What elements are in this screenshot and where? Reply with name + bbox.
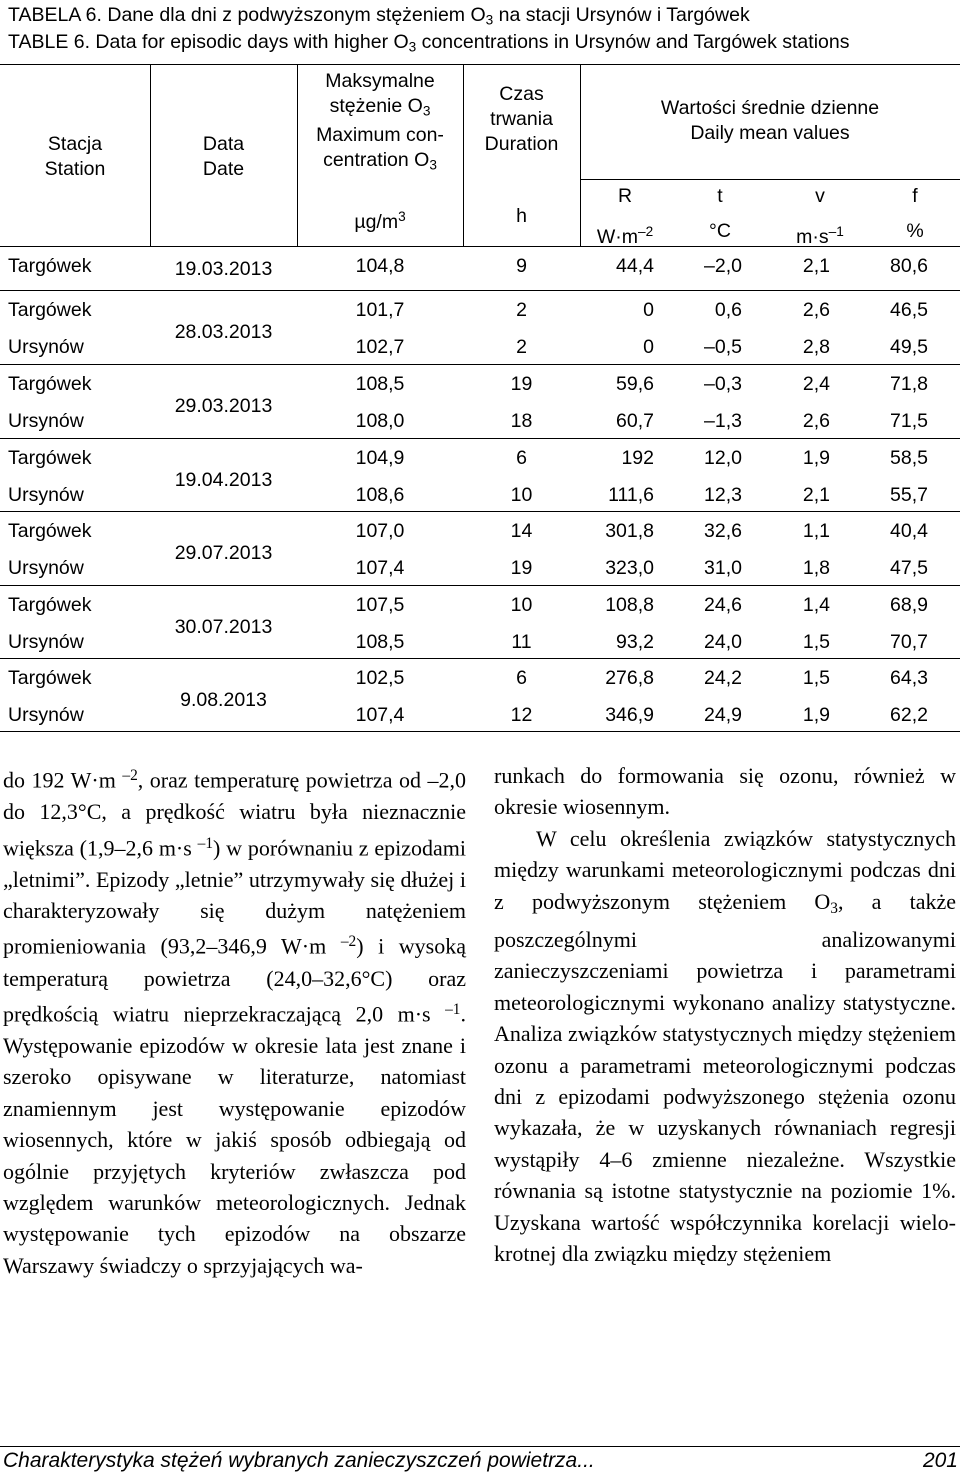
R-value-cell: 276,8 <box>605 667 654 689</box>
header-R: R <box>617 185 633 207</box>
v-value-cell: 2,6 <box>802 299 830 321</box>
v-value-cell: 2,4 <box>802 373 830 395</box>
R-value-cell: 44,4 <box>616 255 654 277</box>
table-bottom-rule <box>0 731 960 732</box>
station-cell: Ursynów <box>8 703 84 726</box>
dur-value-cell: 6 <box>516 667 527 689</box>
max-value-cell: 108,6 <box>355 483 405 506</box>
t-value-cell: –1,3 <box>704 409 742 432</box>
t-value-cell: –2,0 <box>704 255 742 277</box>
paragraph <box>494 760 956 823</box>
running-title: Charakterystyka stężeń wybranych zanieczyszczeń powietrza... <box>3 1449 595 1472</box>
max-value-cell: 104,9 <box>355 447 405 469</box>
text-run: do 192 W·m <box>3 767 123 793</box>
f-value-cell: 80,6 <box>890 255 928 277</box>
body-text-right-column <box>494 760 956 1269</box>
R-value-cell: 0 <box>643 335 654 358</box>
max-value-cell: 108,5 <box>355 373 405 395</box>
dur-value-cell: 10 <box>510 483 533 506</box>
t-value-cell: 12,0 <box>704 447 742 469</box>
page-number: 201 <box>922 1449 958 1472</box>
v-value-cell: 1,8 <box>802 556 830 579</box>
R-value-cell: 192 <box>621 447 654 469</box>
station-cell: Targówek <box>8 373 92 395</box>
dur-value-cell: 11 <box>511 630 532 653</box>
text-run: W celu określenia związków statystycznych między warunkami meteorologicznymi podczas dni z podwyższonym stężeniem O <box>494 825 956 914</box>
dur-value-cell: 19 <box>510 556 533 579</box>
R-value-cell: 0 <box>643 299 654 321</box>
f-value-cell: 64,3 <box>890 667 928 689</box>
t-value-cell: 32,6 <box>704 520 742 542</box>
max-value-cell: 101,7 <box>355 299 405 321</box>
header-t: t <box>717 185 723 207</box>
R-value-cell: 108,8 <box>605 594 654 616</box>
station-cell: Ursynów <box>8 483 84 506</box>
text-run: , a także poszczególnymi analizowanymi zanieczyszczeniami powietrza i parametrami meteorologicznymi wykonano analizy statystyczne. Analiza związków statystycznych między stężeniem ozonu a parametrami meteorologicznymi podczas dni z epizodami podwyższonego stężenia ozonu wykazała, że w uzyskanych równaniach regresji wystąpiły 4–6 zmienne niezależne. Wszystkie równania są istotne statystycznie na poziomie 1%. Uzyskana wartość współczynnika korelacji wielokrotnej dla związku między stężeniem <box>494 888 957 1266</box>
group-rule <box>0 290 960 291</box>
t-value-cell: –0,5 <box>704 335 742 358</box>
header-daily-mean: Wartości średnie dzienne Daily mean values <box>660 97 880 144</box>
date-cell: 29.07.2013 <box>174 541 273 564</box>
text-run: 3 <box>830 899 838 917</box>
text-run: –2 <box>122 767 138 784</box>
v-value-cell: 1,1 <box>802 520 830 542</box>
text-run: –2 <box>340 933 357 951</box>
station-cell: Ursynów <box>8 409 84 432</box>
table-caption-en: TABLE 6. Data for episodic days with higher $O_3$ concentrations in Ursynów and Targówek stations <box>8 31 850 55</box>
R-value-cell: 93,2 <box>616 630 654 653</box>
date-cell: 9.08.2013 <box>180 688 267 711</box>
v-value-cell: 2,1 <box>802 255 830 277</box>
dur-value-cell: 9 <box>516 255 527 277</box>
text-run: ) w porównaniu z epizodami „letnimi”. Epizody „letnie” utrzymywały się dłużej i charakteryzowały się dużym natężeniem promieniowania (93,2–346,9 W·m <box>3 835 466 960</box>
mean-values-subrule <box>580 179 960 180</box>
station-cell: Targówek <box>8 667 92 689</box>
header-duration-unit: h <box>516 205 527 227</box>
f-value-cell: 55,7 <box>890 483 928 506</box>
header-v-unit: $m\cdot s^{-1}$ <box>796 224 844 248</box>
header-date: Data Date <box>202 133 245 180</box>
R-value-cell: 323,0 <box>605 556 654 579</box>
header-f-unit: % <box>906 220 924 242</box>
group-rule <box>0 438 960 439</box>
table-caption-pl: TABELA 6. Dane dla dni z podwyższonym stężeniem $O_3$ na stacji Ursynów i Targówek <box>8 4 750 28</box>
f-value-cell: 49,5 <box>890 335 928 358</box>
t-value-cell: 24,9 <box>704 703 742 726</box>
station-cell: Ursynów <box>8 630 84 653</box>
max-value-cell: 108,5 <box>355 630 405 653</box>
body-text-left-column <box>3 760 466 1281</box>
max-value-cell: 104,8 <box>355 255 405 277</box>
max-value-cell: 102,5 <box>355 667 405 689</box>
f-value-cell: 68,9 <box>890 594 928 616</box>
f-value-cell: 71,8 <box>890 373 928 395</box>
text-run: . Występowanie epizodów w okresie lata jest znane i szeroko opisywane w literaturze, natomiast znamiennym jest występowanie epizodów wiosennych, które w jakiś sposób odbiegają od ogólnie przyjętych kryteriów zwłaszcza pod względem warunków meteorologicznych. Jednak występowanie tych epizodów na obszarze Warszawy świadczy o sprzyjających wa- <box>3 1001 466 1278</box>
t-value-cell: 24,0 <box>704 630 742 653</box>
f-value-cell: 46,5 <box>890 299 928 321</box>
v-value-cell: 2,1 <box>802 483 830 506</box>
t-value-cell: 24,6 <box>704 594 742 616</box>
v-value-cell: 2,6 <box>802 409 830 432</box>
t-value-cell: –0,3 <box>704 373 742 395</box>
dur-value-cell: 19 <box>510 373 533 395</box>
page-footer <box>3 1448 958 1474</box>
group-rule <box>0 364 960 365</box>
R-value-cell: 346,9 <box>605 703 654 726</box>
date-cell: 28.03.2013 <box>174 320 273 343</box>
text-run: –1 <box>445 1000 461 1018</box>
station-cell: Targówek <box>8 299 92 321</box>
t-value-cell: 24,2 <box>704 667 742 689</box>
dur-value-cell: 2 <box>516 335 527 358</box>
text-run: , oraz temperaturę powietrza od –2,0 do 12,3°C, a prędkość wiatru była nieznacznie większa (1,9–2,6 m·s <box>3 767 466 861</box>
text-run: –1 <box>197 834 214 852</box>
group-rule <box>0 658 960 659</box>
max-value-cell: 107,5 <box>355 594 405 616</box>
t-value-cell: 12,3 <box>704 483 742 506</box>
dur-value-cell: 6 <box>516 447 527 469</box>
max-value-cell: 107,0 <box>355 520 405 542</box>
f-value-cell: 71,5 <box>890 409 928 432</box>
dur-value-cell: 10 <box>510 594 533 616</box>
header-max-unit: $\mu g/m^3$ <box>354 209 406 233</box>
date-cell: 30.07.2013 <box>174 615 273 638</box>
v-value-cell: 1,9 <box>802 447 830 469</box>
dur-value-cell: 18 <box>510 409 533 432</box>
dur-value-cell: 12 <box>510 703 533 726</box>
dur-value-cell: 2 <box>516 299 527 321</box>
station-cell: Targówek <box>8 520 92 542</box>
text-run: ) i wysoką temperaturą powietrza (24,0–32,6°C) oraz prędkością wiatru nieprzekraczającą 2,0 m·s <box>3 934 466 1027</box>
text-run: runkach do formowania się ozonu, również w okresie wiosennym. <box>494 763 956 820</box>
v-value-cell: 1,5 <box>802 630 830 653</box>
f-value-cell: 58,5 <box>890 447 928 469</box>
f-value-cell: 62,2 <box>890 703 928 726</box>
header-t-unit: °C <box>709 220 731 242</box>
max-value-cell: 102,7 <box>355 335 405 358</box>
header-R-unit: $W\cdot m^{-2}$ <box>596 224 654 248</box>
v-value-cell: 1,5 <box>802 667 830 689</box>
dur-value-cell: 14 <box>510 520 533 542</box>
group-rule <box>0 511 960 512</box>
station-cell: Ursynów <box>8 556 84 579</box>
R-value-cell: 111,6 <box>608 483 654 506</box>
header-max-concentration: Maksymalne stężenie $O_3$ Maximum con- centration $O_3$ <box>316 70 444 173</box>
paragraph <box>494 823 956 1270</box>
R-value-cell: 60,7 <box>616 409 654 432</box>
footer-rule <box>0 1446 960 1447</box>
t-value-cell: 31,0 <box>704 556 742 579</box>
v-value-cell: 2,8 <box>802 335 830 358</box>
header-station: Stacja Station <box>44 133 106 180</box>
R-value-cell: 59,6 <box>616 373 654 395</box>
header-v: v <box>815 185 825 207</box>
f-value-cell: 70,7 <box>890 630 928 653</box>
v-value-cell: 1,4 <box>802 594 830 616</box>
max-value-cell: 107,4 <box>355 556 405 579</box>
table-top-rule <box>0 64 960 65</box>
station-cell: Targówek <box>8 594 92 616</box>
header-duration: Czas trwania Duration <box>484 83 559 155</box>
station-cell: Targówek <box>8 447 92 469</box>
f-value-cell: 47,5 <box>890 556 928 579</box>
max-value-cell: 107,4 <box>355 703 405 726</box>
t-value-cell: 0,6 <box>714 299 742 321</box>
v-value-cell: 1,9 <box>802 703 830 726</box>
station-cell: Ursynów <box>8 335 84 358</box>
R-value-cell: 301,8 <box>605 520 654 542</box>
group-rule <box>0 585 960 586</box>
paragraph <box>3 760 466 1281</box>
date-cell: 19.04.2013 <box>174 468 273 491</box>
date-cell: 29.03.2013 <box>174 394 273 417</box>
max-value-cell: 108,0 <box>355 409 405 432</box>
date-cell: 19.03.2013 <box>174 258 273 281</box>
station-cell: Targówek <box>8 255 92 277</box>
header-f: f <box>912 185 918 207</box>
f-value-cell: 40,4 <box>890 520 928 542</box>
